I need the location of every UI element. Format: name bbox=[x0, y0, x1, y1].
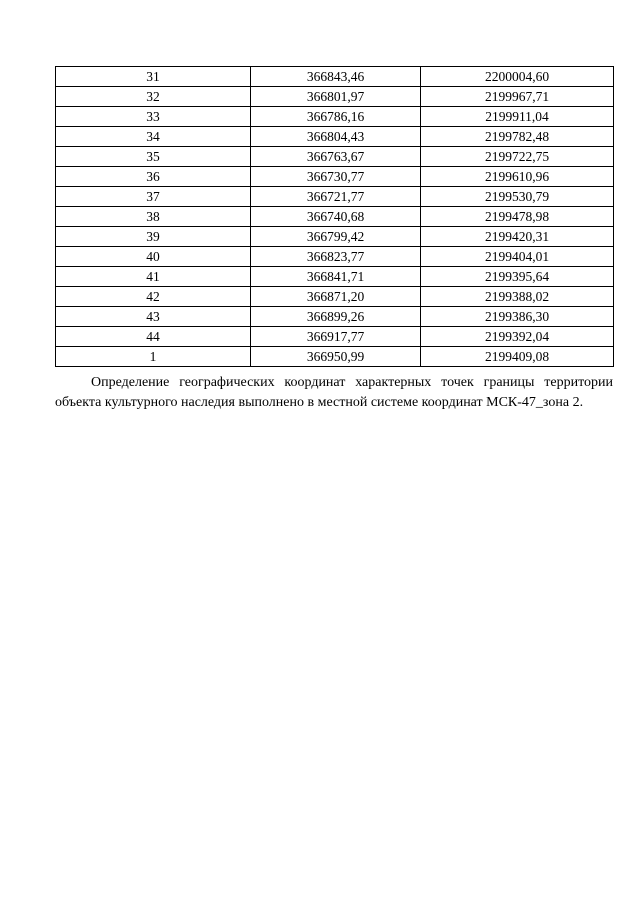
y-coordinate-cell: 2199478,98 bbox=[421, 207, 614, 227]
point-number-cell: 37 bbox=[56, 187, 251, 207]
point-number-cell: 34 bbox=[56, 127, 251, 147]
table-row bbox=[56, 167, 614, 187]
point-number-cell: 36 bbox=[56, 167, 251, 187]
table-row bbox=[56, 207, 614, 227]
point-number-cell: 40 bbox=[56, 247, 251, 267]
x-coordinate-cell: 366730,77 bbox=[251, 167, 421, 187]
point-number-cell: 1 bbox=[56, 347, 251, 367]
point-number-cell: 31 bbox=[56, 67, 251, 87]
y-coordinate-cell: 2199610,96 bbox=[421, 167, 614, 187]
x-coordinate-cell: 366841,71 bbox=[251, 267, 421, 287]
y-coordinate-cell: 2199404,01 bbox=[421, 247, 614, 267]
y-coordinate-cell: 2199420,31 bbox=[421, 227, 614, 247]
y-coordinate-cell: 2199911,04 bbox=[421, 107, 614, 127]
coordinates-table-body bbox=[56, 67, 614, 367]
table-row bbox=[56, 187, 614, 207]
table-row bbox=[56, 87, 614, 107]
x-coordinate-cell: 366823,77 bbox=[251, 247, 421, 267]
point-number-cell: 33 bbox=[56, 107, 251, 127]
coordinates-table bbox=[55, 66, 614, 367]
point-number-cell: 35 bbox=[56, 147, 251, 167]
point-number-cell: 38 bbox=[56, 207, 251, 227]
x-coordinate-cell: 366804,43 bbox=[251, 127, 421, 147]
table-row bbox=[56, 67, 614, 87]
x-coordinate-cell: 366740,68 bbox=[251, 207, 421, 227]
x-coordinate-cell: 366917,77 bbox=[251, 327, 421, 347]
y-coordinate-cell: 2199967,71 bbox=[421, 87, 614, 107]
point-number-cell: 39 bbox=[56, 227, 251, 247]
point-number-cell: 44 bbox=[56, 327, 251, 347]
x-coordinate-cell: 366786,16 bbox=[251, 107, 421, 127]
y-coordinate-cell: 2199530,79 bbox=[421, 187, 614, 207]
table-row bbox=[56, 267, 614, 287]
point-number-cell: 41 bbox=[56, 267, 251, 287]
table-row bbox=[56, 247, 614, 267]
y-coordinate-cell: 2199782,48 bbox=[421, 127, 614, 147]
x-coordinate-cell: 366721,77 bbox=[251, 187, 421, 207]
y-coordinate-cell: 2199388,02 bbox=[421, 287, 614, 307]
x-coordinate-cell: 366801,97 bbox=[251, 87, 421, 107]
table-row bbox=[56, 127, 614, 147]
table-row bbox=[56, 347, 614, 367]
coordinate-system-note: Определение географических координат характерных точек границы территории объекта культурного наследия выполнено в местной системе координат МСК-47_зона 2. bbox=[55, 375, 613, 410]
table-row bbox=[56, 327, 614, 347]
table-row bbox=[56, 147, 614, 167]
table-row bbox=[56, 307, 614, 327]
table-row bbox=[56, 287, 614, 307]
point-number-cell: 42 bbox=[56, 287, 251, 307]
x-coordinate-cell: 366799,42 bbox=[251, 227, 421, 247]
table-row bbox=[56, 227, 614, 247]
y-coordinate-cell: 2199409,08 bbox=[421, 347, 614, 367]
x-coordinate-cell: 366843,46 bbox=[251, 67, 421, 87]
x-coordinate-cell: 366899,26 bbox=[251, 307, 421, 327]
y-coordinate-cell: 2200004,60 bbox=[421, 67, 614, 87]
x-coordinate-cell: 366950,99 bbox=[251, 347, 421, 367]
table-row bbox=[56, 107, 614, 127]
point-number-cell: 32 bbox=[56, 87, 251, 107]
y-coordinate-cell: 2199392,04 bbox=[421, 327, 614, 347]
x-coordinate-cell: 366763,67 bbox=[251, 147, 421, 167]
y-coordinate-cell: 2199395,64 bbox=[421, 267, 614, 287]
y-coordinate-cell: 2199386,30 bbox=[421, 307, 614, 327]
x-coordinate-cell: 366871,20 bbox=[251, 287, 421, 307]
y-coordinate-cell: 2199722,75 bbox=[421, 147, 614, 167]
point-number-cell: 43 bbox=[56, 307, 251, 327]
